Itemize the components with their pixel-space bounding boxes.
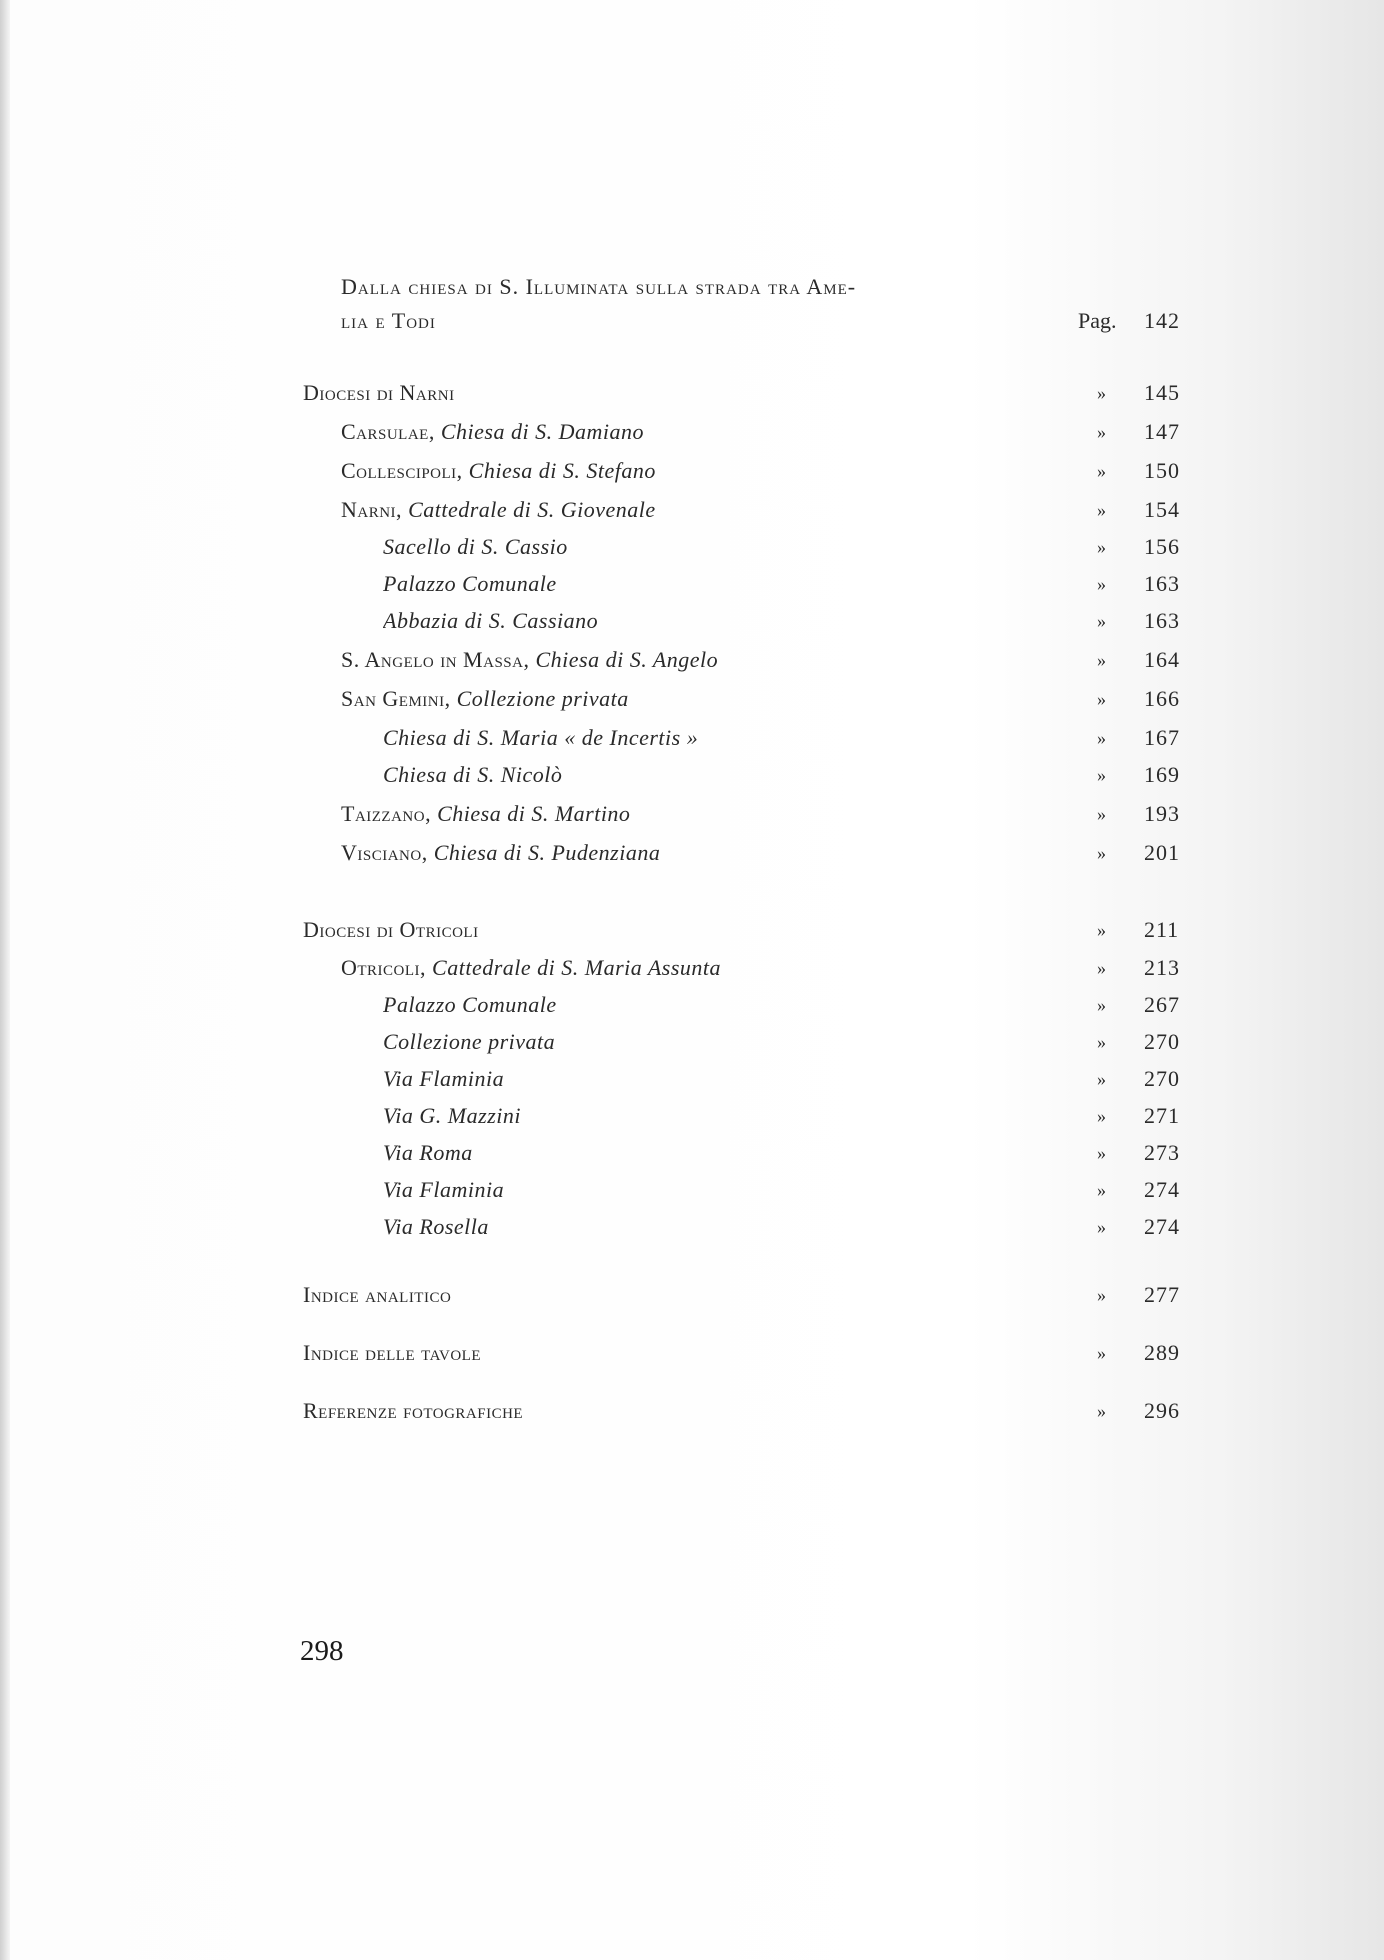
dot-leader (538, 301, 1050, 341)
ditto-mark: » (1097, 1401, 1106, 1421)
page-number: 298 (300, 1635, 344, 1667)
toc-entry-title (383, 1096, 521, 1136)
page-ref: 145 (1144, 380, 1180, 405)
entry-description: Via Flaminia (383, 1066, 505, 1091)
page-ref: 147 (1144, 419, 1180, 444)
toc-entry-title (383, 755, 562, 795)
toc-entry-title (341, 948, 721, 988)
page-ref: 163 (1144, 608, 1180, 633)
toc-entry-title (341, 451, 656, 491)
toc-entry-title (383, 718, 698, 758)
toc-entry-title (383, 527, 568, 567)
dot-leader (588, 985, 1050, 1025)
ditto-mark: » (1097, 1180, 1106, 1200)
entry-place: Taizzano, (341, 801, 432, 826)
entry-description: Cattedrale di S. Giovenale (408, 497, 656, 522)
dot-leader (508, 910, 1050, 950)
toc-entry-title (383, 564, 557, 604)
toc-entry-row (0, 490, 1384, 530)
page-ref: 193 (1144, 801, 1180, 826)
dot-leader (588, 755, 1050, 795)
dot-leader (748, 640, 1050, 680)
dot-leader (688, 451, 1050, 491)
ditto-mark: » (1097, 537, 1106, 557)
toc-entry-row (0, 564, 1384, 604)
page-ref: 156 (1144, 534, 1180, 559)
dot-leader (688, 833, 1050, 873)
entry-description: Sacello di S. Cassio (383, 534, 568, 559)
dot-leader (488, 373, 1050, 413)
ditto-mark: » (1097, 843, 1106, 863)
toc-entry-row (0, 527, 1384, 567)
ditto-mark: » (1097, 995, 1106, 1015)
toc-entry-row (0, 985, 1384, 1025)
ditto-mark: » (1097, 728, 1106, 748)
dot-leader (528, 1170, 1050, 1210)
toc-entry-row (0, 1207, 1384, 1247)
dot-leader (548, 1096, 1050, 1136)
ditto-mark: » (1097, 383, 1106, 403)
toc-section-row (0, 1333, 1384, 1373)
entry-place: S. Angelo in Massa, (341, 647, 530, 672)
toc-entry-row (0, 794, 1384, 834)
toc-entry-title (341, 412, 644, 452)
ditto-mark: » (1097, 1106, 1106, 1126)
toc-entry-title (383, 1170, 504, 1210)
back-matter-title: Indice analitico (303, 1282, 452, 1307)
entry-description: Chiesa di S. Pudenziana (433, 840, 661, 865)
entry-description: Abbazia di S. Cassiano (383, 608, 599, 633)
dot-leader (588, 527, 1050, 567)
ditto-mark: » (1097, 804, 1106, 824)
toc-entry-row (0, 755, 1384, 795)
entry-description: Chiesa di S. Angelo (535, 647, 719, 672)
entry-place: Collescipoli, (341, 458, 463, 483)
entry-description: Palazzo Comunale (383, 571, 557, 596)
entry-description: Chiesa di S. Martino (437, 801, 631, 826)
dot-leader (508, 1333, 1050, 1373)
toc-entry-title (383, 1207, 489, 1247)
dot-leader (588, 564, 1050, 604)
entry-description: Collezione privata (456, 686, 629, 711)
entry-place: Carsulae, (341, 419, 435, 444)
toc-entry-row (0, 640, 1384, 680)
dot-leader (488, 1133, 1050, 1173)
toc-entry-row (0, 833, 1384, 873)
entry-description: Via Roma (383, 1140, 473, 1165)
page-ref: 166 (1144, 686, 1180, 711)
page-ref: 211 (1144, 917, 1180, 942)
toc-entry-row (0, 1170, 1384, 1210)
toc-entry-title (383, 1059, 504, 1099)
ditto-mark: » (1097, 958, 1106, 978)
toc-entry-title (383, 1133, 473, 1173)
header-entry-line2-row (0, 301, 1384, 341)
dot-leader (528, 1059, 1050, 1099)
toc-section-row (0, 1391, 1384, 1431)
toc-section-row (0, 910, 1384, 950)
ditto-mark: » (1097, 422, 1106, 442)
page-ref: 270 (1144, 1066, 1180, 1091)
entry-description: Chiesa di S. Stefano (468, 458, 656, 483)
ditto-mark: » (1097, 500, 1106, 520)
toc-entry-row (0, 948, 1384, 988)
back-matter-title: Indice delle tavole (303, 1340, 481, 1365)
entry-description: Cattedrale di S. Maria Assunta (432, 955, 722, 980)
page-ref: 289 (1144, 1340, 1180, 1365)
entry-description: Via G. Mazzini (383, 1103, 521, 1128)
dot-leader (468, 1275, 1050, 1315)
ditto-mark: » (1097, 689, 1106, 709)
page-ref: 169 (1144, 762, 1180, 787)
dot-leader (648, 794, 1050, 834)
ditto-mark: » (1097, 1069, 1106, 1089)
toc-entry-row (0, 601, 1384, 641)
toc-entry-title (341, 833, 660, 873)
dot-leader (688, 490, 1050, 530)
toc-entry-title (341, 490, 656, 530)
ditto-mark: » (1097, 1343, 1106, 1363)
toc-entry-row (0, 451, 1384, 491)
page-ref: 150 (1144, 458, 1180, 483)
ditto-mark: » (1097, 574, 1106, 594)
toc-entry-title (383, 601, 598, 641)
entry-place: Visciano, (341, 840, 428, 865)
page-ref: 273 (1144, 1140, 1180, 1165)
dot-leader (728, 718, 1050, 758)
section-title: Diocesi di Narni (303, 380, 455, 405)
entry-description: Collezione privata (383, 1029, 556, 1054)
entry-description: Via Rosella (383, 1214, 489, 1239)
ditto-mark: » (1097, 650, 1106, 670)
ditto-mark: » (1097, 611, 1106, 631)
header-entry-line2: lia e Todi (341, 308, 436, 333)
ditto-mark: » (1097, 1217, 1106, 1237)
page-ref: 296 (1144, 1398, 1180, 1423)
dot-leader (588, 1022, 1050, 1062)
dot-leader (668, 412, 1050, 452)
page-ref: 201 (1144, 840, 1180, 865)
page-ref: 274 (1144, 1214, 1180, 1239)
toc-section-row (0, 1275, 1384, 1315)
ditto-mark: » (1097, 461, 1106, 481)
dot-leader (508, 1207, 1050, 1247)
section-title: Diocesi di Otricoli (303, 917, 479, 942)
page-ref: 271 (1144, 1103, 1180, 1128)
toc-entry-row (0, 412, 1384, 452)
page-ref: 267 (1144, 992, 1180, 1017)
ditto-mark: » (1097, 920, 1106, 940)
entry-description: Chiesa di S. Damiano (440, 419, 644, 444)
page-ref: 167 (1144, 725, 1180, 750)
header-entry-line1: Dalla chiesa di S. Illuminata sulla strada tra Ame- (341, 274, 857, 299)
page-ref: 277 (1144, 1282, 1180, 1307)
dot-leader (548, 1391, 1050, 1431)
entry-place: San Gemini, (341, 686, 451, 711)
toc-entry-row (0, 718, 1384, 758)
entry-place: Otricoli, (341, 955, 427, 980)
dot-leader (748, 948, 1050, 988)
entry-description: Palazzo Comunale (383, 992, 557, 1017)
toc-entry-row (0, 1059, 1384, 1099)
ditto-mark: » (1097, 1285, 1106, 1305)
entry-description: Chiesa di S. Nicolò (383, 762, 563, 787)
dot-leader (628, 601, 1050, 641)
toc-entry-row (0, 1022, 1384, 1062)
toc-entry-row (0, 1133, 1384, 1173)
entry-description: Via Flaminia (383, 1177, 505, 1202)
page-ref: 154 (1144, 497, 1180, 522)
entry-place: Narni, (341, 497, 403, 522)
toc-entry-title (341, 640, 718, 680)
entry-description: Chiesa di S. Maria « de Incertis » (383, 725, 699, 750)
page-ref: 274 (1144, 1177, 1180, 1202)
toc-entry-title (341, 679, 629, 719)
page-ref: 270 (1144, 1029, 1180, 1054)
page-ref: 213 (1144, 955, 1180, 980)
ditto-mark: » (1097, 1032, 1106, 1052)
page-label: Pag. (1078, 308, 1117, 333)
ditto-mark: » (1097, 1143, 1106, 1163)
page-ref: 164 (1144, 647, 1180, 672)
page-ref: 163 (1144, 571, 1180, 596)
page-ref: 142 (1144, 308, 1180, 333)
toc-entry-title (341, 794, 630, 834)
toc-entry-row (0, 1096, 1384, 1136)
toc-section-row (0, 373, 1384, 413)
dot-leader (648, 679, 1050, 719)
ditto-mark: » (1097, 765, 1106, 785)
toc-entry-title (383, 1022, 555, 1062)
back-matter-title: Referenze fotografiche (303, 1398, 524, 1423)
toc-entry-title (383, 985, 557, 1025)
toc-entry-row (0, 679, 1384, 719)
